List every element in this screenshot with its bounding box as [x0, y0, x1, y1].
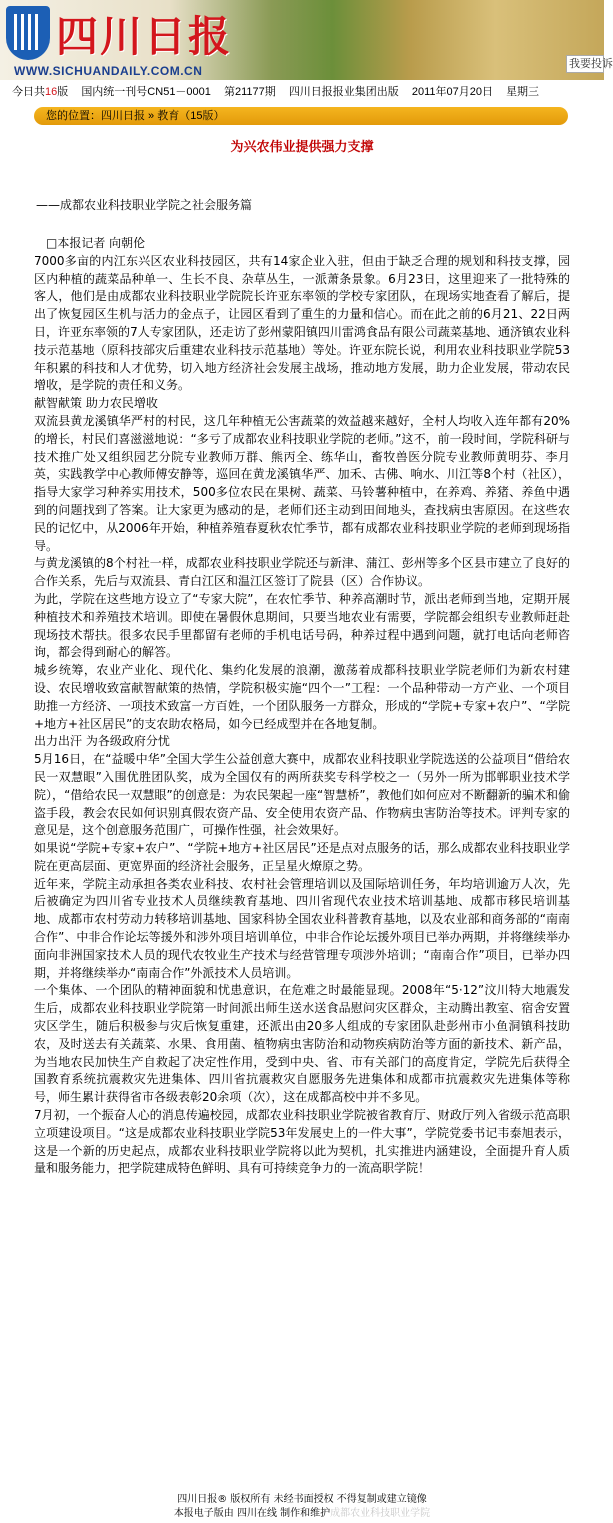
- article-paragraph: 城乡统筹，农业产业化、现代化、集约化发展的浪潮，激荡着成都科技职业学院老师们为新农村建设、农民增收致富献智献策的热情，学院积极实施“四个一”工程：一个品种带动一方产业、一个项目助推一方经济、一项技术致富一方百姓，一个团队服务一方群众，形成的“学院+专家+农户”、“学院+地方+社区居民”的支农助农格局，如今已经成型并在各地复制。: [34, 663, 570, 731]
- page-count-suffix: 版: [57, 86, 69, 98]
- article-body: [34, 235, 570, 1178]
- issue-info-bar: [0, 80, 604, 104]
- page-footer: [0, 1493, 604, 1521]
- article-paragraph: 5月16日，在“益暖中华”全国大学生公益创意大赛中，成都农业科技职业学院选送的公益项目“借给农民一双慧眼”入围优胜团队奖，成为全国仅有的两所获奖专科学校之一（另外一所为邯郸职业技术学院），“借给农民一双慧眼”的创意是：为农民架起一座“智慧桥”，教他们如何应对不断翻新的骗术和偷盗手段，教会农民如何识别真假农资产品、安全使用农资产品、作物病虫害防治等技术。评判专家的意见是，这个创意服务范围广，可操作性强，社会效果好。: [34, 752, 570, 838]
- article-paragraph: 与黄龙溪镇的8个村社一样，成都农业科技职业学院还与新津、蒲江、彭州等多个区县市建立了良好的合作关系，先后与双流县、青白江区和温江区签订了院县（区）合作协议。: [34, 556, 570, 589]
- copyright-line: 四川日报® 版权所有 未经书面授权 不得复制或建立镜像: [177, 1494, 427, 1505]
- article-paragraph: 7月初，一个振奋人心的消息传遍校园，成都农业科技职业学院被省教育厅、财政厅列入省级示范高职立项建设项目。“这是成都农业科技职业学院53年发展史上的一件大事”，学院党委书记韦泰旭表示，这是一个新的历史起点，成都农业科技职业学院将以此为契机，扎实推进内涵建设，全面提升育人质量和服务能力，把学院建成特色鲜明、具有可持续竞争力的一流高职学院！: [34, 1108, 570, 1176]
- page-count: [12, 86, 68, 98]
- complain-button[interactable]: 我要投诉: [566, 55, 604, 73]
- article-subtitle: ——成都农业科技职业学院之社会服务篇: [36, 198, 253, 212]
- maintainer-line: [0, 1507, 604, 1521]
- article-paragraph: 如果说“学院+专家+农户”、“学院+地方+社区居民”还是点对点服务的话，那么成都农业科技职业学院在更高层面、更宽界面的经济社会服务，正呈星火燎原之势。: [34, 841, 570, 873]
- weekday: 星期三: [506, 86, 540, 98]
- article-paragraph: 7000多亩的内江东兴区农业科技园区，共有14家企业入驻，但由于缺乏合理的规划和科技支撑，园区内种植的蔬菜品种单一、生长不良、杂草丛生，一派萧条景象。6月23日，这里迎来了一批特殊的客人，他们是由成都农业科技职业学院院长许亚东率领的学校专家团队，在现场实地查看了解后，提出了恢复园区生机与活力的金点子，让园区看到了重生的力量和信心。而在此之前的6月21、22日两日，许亚东率领的7人专家团队，还走访了彭州蒙阳镇四川雷鸿食品有限公司蔬菜基地、通济镇农业科技示范基地（原科技部灾后重建农业科技示范基地）等处。许亚东院长说，利用农业科技职业学院53年积累的科技和人才优势，切入地方经济社会发展主战场，推动地方发展，助力企业发展，带动农民增收，是学院的责任和义务。: [34, 253, 570, 393]
- breadcrumb-sichuan-daily[interactable]: 四川日报: [101, 110, 145, 122]
- section-heading: 出力出汗 为各级政府分忧: [34, 734, 170, 749]
- cn-number: 国内统一刊号CN51－0001: [81, 86, 211, 98]
- maintainer-text: 本报电子版由 四川在线 制作和维护: [173, 1508, 331, 1519]
- article-title: 为兴农伟业提供强力支撑: [230, 140, 374, 155]
- paper-name: 四川日报: [56, 12, 233, 61]
- breadcrumb-education-page[interactable]: 教育（15版）: [157, 110, 225, 122]
- page-count-number: 16: [45, 86, 58, 98]
- breadcrumb: [34, 107, 568, 125]
- article-byline: □本报记者 向朝伦: [34, 236, 146, 250]
- masthead-banner: [0, 0, 613, 80]
- breadcrumb-separator: »: [145, 110, 158, 122]
- issue-date: 2011年07月20日: [411, 86, 493, 98]
- article-paragraph: 双流县黄龙溪镇华严村的村民，这几年种植无公害蔬菜的效益越来越好，全村人均收入连年都有20%的增长，村民们喜滋滋地说：“多亏了成都农业科技职业学院的老师。”这不，前一段时间，学院科研与技术推广处又组织园艺分院专业教师万群、熊丙全、练华山，畜牧兽医分院专业教师黄明芬、李月英，实践教学中心教师傅安静等，巡回在黄龙溪镇华严、加禾、古佛、响水、川江等8个村（社区），指导大家学习种养实用技术，500多位农民在果树、蔬菜、马铃薯种植中，在养鸡、养猪、养鱼中遇到的问题找到了答案。让大家更为感动的是，老师们还主动到田间地头，查找病虫害原因。在这些农民的记忆中，从2006年开始，种植养殖春夏秋农忙季节，都有成都农业科技职业学院的老师到现场指导。: [34, 413, 570, 553]
- breadcrumb-prefix: 您的位置：: [46, 110, 101, 122]
- issue-number: 第21177期: [223, 86, 276, 98]
- article-paragraph: 近年来，学院主动承担各类农业科技、农村社会管理培训以及国际培训任务，年均培训逾万人次，先后被确定为四川省专业技术人员继续教育基地、四川省现代农业技术培训基地、成都市移民培训基地、成都市农村劳动力转移培训基地、国家科协全国农业科普教育基地，以及农业部和商务部的“南南合作”、中非合作论坛等援外和涉外项目培训单位，中非合作论坛援外项目已举办两期，并将继续举办面向非洲国家技术人员的现代农牧业生产技术与经营管理专项涉外培训；“南南合作”项目，已举办四期，并将继续举办“南南合作”外派技术人员培训。: [34, 876, 570, 980]
- paper-url[interactable]: WWW.SICHUANDAILY.COM.CN: [14, 64, 203, 78]
- article-paragraph: 一个集体、一个团队的精神面貌和忧患意识，在危难之时最能显现。2008年“5·12”汶川特大地震发生后，成都农业科技职业学院第一时间派出师生送水送食品慰问灾区群众，主动腾出教室、宿舍安置灾区学生，随后积极参与灾后恢复重建，还派出由20多人组成的专家团队赴彭州市小鱼洞镇科技助农，及时送去有关蔬菜、水果、食用菌、植物病虫害防治和动物疾病防治等方面的新技术、新产品，为当地农民加快生产自救起了决定性作用，受到中央、省、市有关部门的高度肯定，学院先后获得全国教育系统抗震救灾先进集体、四川省抗震救灾自愿服务先进集体和成都市抗震救灾先进集体等称号，师生累计获得省市各级表彰20余项（次），这在成都高校中并不多见。: [34, 983, 570, 1105]
- page-count-prefix: 今日共: [12, 86, 45, 98]
- article-paragraph: 为此，学院在这些地方设立了“专家大院”，在农忙季节、种养高潮时节，派出老师到当地，定期开展种植技术和养殖技术培训。即使在暑假休息期间，只要当地农业有需要，学院都会组织专业教师赶赴现场技术帮扶。很多农民手里都留有老师的手机电话号码，种养过程中遇到问题，就打电话向老师咨询，都会得到耐心的解答。: [34, 591, 570, 660]
- section-heading: 献智献策 助力农民增收: [34, 396, 158, 411]
- watermark-text: 成都农业科技职业学院: [330, 1508, 431, 1519]
- sichuan-daily-logo-icon: [6, 6, 50, 60]
- publisher: 四川日报报业集团出版: [288, 86, 399, 98]
